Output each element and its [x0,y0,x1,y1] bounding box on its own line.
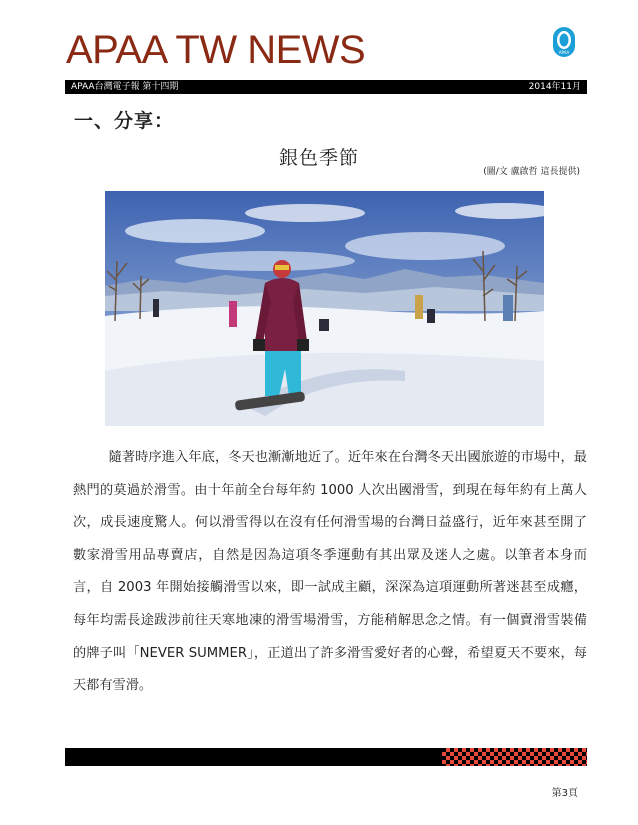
footer-checker-pattern [442,748,587,766]
article-title: 銀色季節 [278,147,359,169]
masthead-title: APAA TW NEWS [66,28,366,72]
snowboarder-photo [105,191,544,426]
apaa-logo-icon [552,26,576,58]
issue-label: APAA台灣電子報 第十四期 [71,82,179,92]
logo-text: APAA [558,50,570,55]
article-paragraph: 隨著時序進入年底，冬天也漸漸地近了。近年來在台灣冬天出國旅遊的市場中，最熱門的莫過於滑雪。由十年前全台每年約 1000 人次出國滑雪，到現在每年約有上萬人次，成長速度驚人。何以滑雪得以在沒有任何滑雪場的台灣日益盛行，近年來甚至開了數家滑雪用品專賣店，自然是因為這項冬季運動有其出眾及迷人之處。以筆者本身而言，自 2003 年開始接觸滑雪以來，即一試成主顧，深深為這項運動所著迷甚至成癮，每年均需長途跋涉前往天寒地凍的滑雪場滑雪，方能稍解思念之情。有一個賣滑雪裝備的牌子叫「NEVER SUMMER」，正道出了許多滑雪愛好者的心聲，希望夏天不要來，每天都有雪滑。 [73,450,587,694]
issue-date: 2014年11月 [528,82,581,92]
page-number: 第3頁 [551,788,578,799]
section-heading: 一、分享： [74,110,175,132]
article-body [73,442,587,703]
article-credit: (圖/文 盧啟哲 這長提供) [483,167,580,177]
issue-bar [65,80,587,94]
